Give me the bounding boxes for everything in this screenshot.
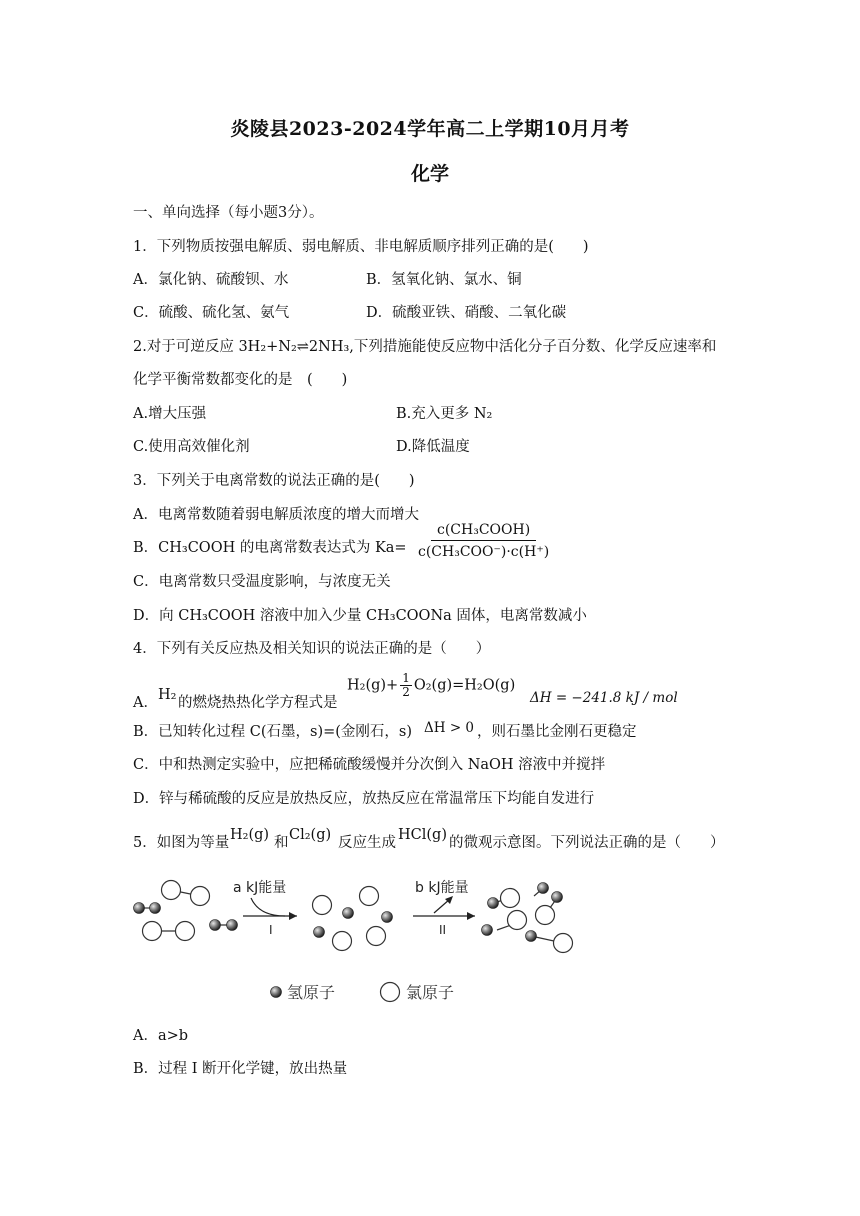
q4-frac-den: 2 [402,685,410,699]
q4-option-d: D．锌与稀硫酸的反应是放热反应，放热反应在常温常压下均能自发进行 [133,791,595,807]
q3-fraction-numerator: c(CH₃COOH) [431,522,536,541]
hydrogen-atom [488,898,499,909]
q3-option-d: D．向 CH₃COOH 溶液中加入少量 CH₃COONa 固体，电离常数减小 [133,608,587,624]
atoms-group [313,887,393,951]
arrow-step-1 [233,879,297,937]
legend-chlorine-label: 氯原子 [406,983,455,1002]
chlorine-atom [313,896,332,915]
q4-frac-num: 1 [402,671,410,685]
q4-option-a-h2: H₂ [158,687,177,703]
page-subtitle: 化学 [410,163,449,185]
q4-option-a-text: 的燃烧热热化学方程式是 [178,695,338,711]
q2-option-b: B.充入更多 N₂ [396,406,493,422]
q3-option-b-prefix: B．CH₃COOH 的电离常数表达式为 Ka= [133,540,407,556]
q5-stem-part2: 和 [274,835,289,851]
chlorine-atom [191,887,210,906]
chlorine-atom [162,881,181,900]
q2-option-d: D.降低温度 [396,439,470,455]
q5-stem-cl2: Cl₂(g) [289,827,332,843]
q1-option-b: B．氢氧化钠、氯水、铜 [366,272,522,288]
products-group [482,883,573,953]
q4-option-c: C．中和热测定实验中，应把稀硫酸缓慢并分次倒入 NaOH 溶液中并搅拌 [133,757,606,773]
legend-hydrogen-label: 氢原子 [287,983,336,1002]
arrow2-step-label: II [439,923,447,937]
legend-hydrogen-icon [271,987,282,998]
hydrogen-atom [134,903,145,914]
q2-option-a: A.增大压强 [133,406,207,422]
reactants-group [134,881,238,941]
chlorine-atom [508,911,527,930]
q5-stem-part3: 反应生成 [338,835,396,851]
hydrogen-atom [150,903,161,914]
reaction-diagram [125,870,585,1010]
q5-stem-part4: 的微观示意图。下列说法正确的是（ ） [449,835,725,851]
hydrogen-atom [482,925,493,936]
q1-stem: 1．下列物质按强电解质、弱电解质、非电解质顺序排列正确的是( ) [133,239,589,255]
q5-option-a: A．a>b [133,1028,189,1044]
chlorine-atom [143,922,162,941]
section-header: 一、单向选择（每小题3分）。 [133,205,324,221]
q5-stem-h2: H₂(g) [230,827,270,843]
legend-chlorine-icon [381,983,400,1002]
q4-option-a-delta-h: ΔH = −241.8 kJ / mol [530,690,678,706]
q3-option-b-fraction [408,522,559,560]
chlorine-atom [176,922,195,941]
hydrogen-atom [343,908,354,919]
arrow1-step-label: I [269,923,273,937]
q3-fraction-denominator: c(CH₃COO⁻)·c(H⁺) [418,544,550,560]
q3-stem: 3．下列关于电离常数的说法正确的是( ) [133,473,415,489]
chlorine-atom [536,906,555,925]
q3-option-a: A．电离常数随着弱电解质浓度的增大而增大 [133,507,419,523]
q4-option-a-prefix: A． [133,695,158,711]
q1-option-d: D．硫酸亚铁、硝酸、二氧化碳 [366,305,567,321]
q4-equation-left: H₂(g)+ [347,677,399,694]
q4-option-a-equation [347,672,515,699]
hydrogen-atom [210,920,221,931]
arrow1-energy-label: a kJ能量 [233,880,287,896]
hydrogen-atom [227,920,238,931]
q4-stem: 4．下列有关反应热及相关知识的说法正确的是（ ） [133,641,491,657]
page-title: 炎陵县2023-2024学年高二上学期10月月考 [230,118,630,140]
q5-stem-hcl: HCl(g) [398,827,447,843]
q4-option-b-rest: ，则石墨比金刚石更稳定 [477,724,637,740]
chlorine-atom [554,934,573,953]
q1-option-a: A．氯化钠、硫酸钡、水 [133,272,289,288]
q1-option-c: C．硫酸、硫化氢、氨气 [133,305,290,321]
chlorine-atom [360,887,379,906]
q5-stem-part1: 5．如图为等量 [133,835,230,851]
arrow2-energy-label: b kJ能量 [415,880,469,896]
figure-legend [271,983,455,1003]
hydrogen-atom [382,912,393,923]
q2-stem-line2: 化学平衡常数都变化的是 ( ) [133,372,348,388]
hydrogen-atom [538,883,549,894]
q4-option-b-text: B．已知转化过程 C(石墨，s)=(金刚石，s) [133,724,413,740]
q3-option-c: C．电离常数只受温度影响，与浓度无关 [133,574,391,590]
q2-option-c: C.使用高效催化剂 [133,439,250,455]
q2-stem-line1: 2.对于可逆反应 3H₂+N₂⇌2NH₃,下列措施能使反应物中活化分子百分数、化学反应速率和 [133,339,717,355]
hydrogen-atom [552,892,563,903]
q4-equation-right: O₂(g)=H₂O(g) [413,677,516,694]
chlorine-atom [367,927,386,946]
hydrogen-atom [526,931,537,942]
q4-option-b-delta-h: ΔH > 0 [424,720,475,736]
chlorine-atom [501,889,520,908]
arrow-step-2 [413,879,475,937]
chlorine-atom [333,932,352,951]
hydrogen-atom [314,927,325,938]
q5-option-b: B．过程 I 断开化学键，放出热量 [133,1061,348,1077]
